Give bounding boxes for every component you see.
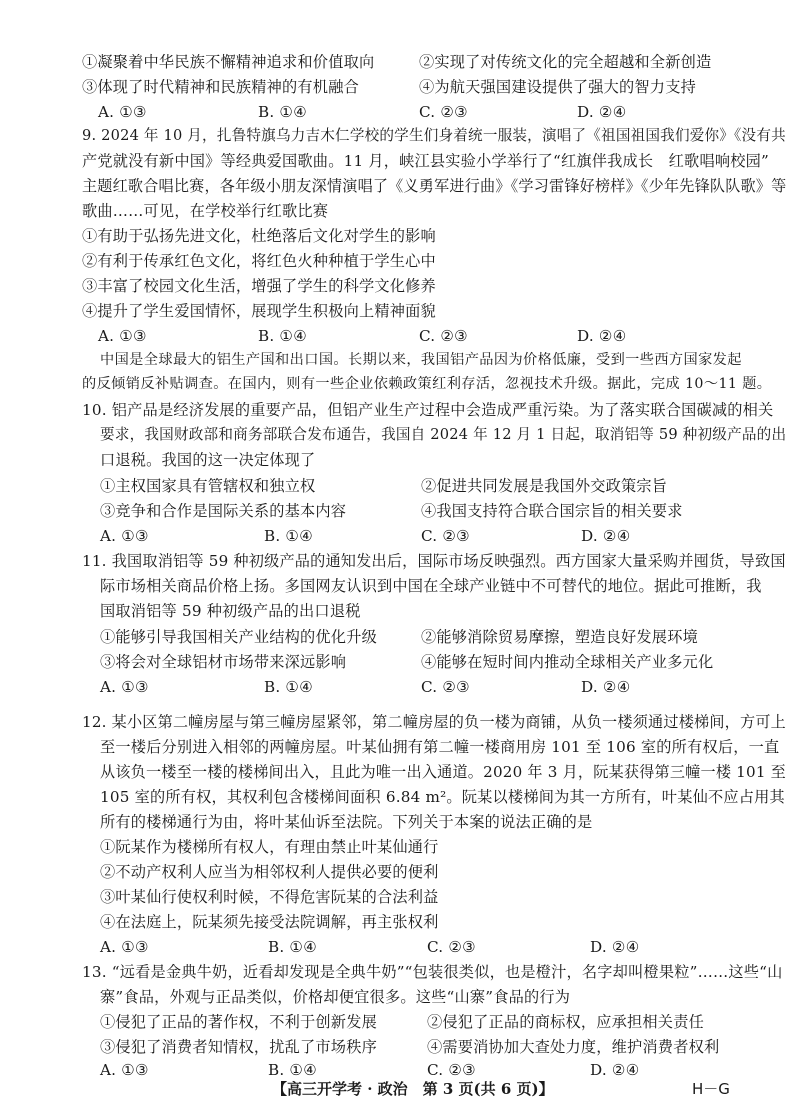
- q8-option-3: ③体现了时代精神和民族精神的有机融合: [82, 78, 359, 96]
- q12-option-2: ②不动产权利人应当为相邻权利人提供必要的便利: [100, 863, 439, 881]
- q9-stem-line: 产党就没有新中国》等经典爱国歌曲。11 月，峡江县实验小学举行了“红旗伴我成长 红歌唱响校园”: [82, 152, 769, 170]
- q13-choice-c: C. ②③: [427, 1061, 476, 1079]
- q9-option-4: ④提升了学生爱国情怀，展现学生积极向上精神面貌: [82, 302, 436, 320]
- q8-option-2: ②实现了对传统文化的完全超越和全新创造: [419, 53, 712, 71]
- q8-choice-b: B. ①④: [258, 103, 308, 121]
- q13-option-2: ②侵犯了正品的商标权，应承担相关责任: [427, 1013, 704, 1031]
- q11-choice-b: B. ①④: [264, 678, 314, 696]
- passage-line: 中国是全球最大的铝生产国和出口国。长期以来，我国铝产品因为价格低廉，受到一些西方国家发起: [100, 352, 742, 368]
- q11-stem-line: 国取消铝等 59 种初级产品的出口退税: [100, 602, 361, 620]
- q11-stem-line: 际市场相关商品价格上扬。多国网友认识到中国在全球产业链中不可替代的地位。据此可推断，我: [100, 577, 762, 595]
- q12-stem-line: 至一楼后分别进入相邻的两幢房屋。叶某仙拥有第二幢一楼商用房 101 至 106 室的所有权后，一直: [100, 738, 780, 756]
- q11-option-1: ①能够引导我国相关产业结构的优化升级: [100, 628, 377, 646]
- q10-choice-a: A. ①③: [100, 527, 149, 545]
- q8-choice-c: C. ②③: [419, 103, 468, 121]
- q8-option-4: ④为航天强国建设提供了强大的智力支持: [419, 78, 696, 96]
- q9-choice-b: B. ①④: [258, 327, 308, 345]
- q11-option-3: ③将会对全球铝材市场带来深远影响: [100, 653, 347, 671]
- q12-option-4: ④在法庭上，阮某须先接受法院调解，再主张权利: [100, 913, 439, 931]
- q9-stem-line: 9. 2024 年 10 月，扎鲁特旗乌力吉木仁学校的学生们身着统一服装，演唱了《祖国祖国我们爱你》《没有共: [82, 127, 786, 144]
- passage-line: 的反倾销反补贴调查。在国内，则有一些企业依赖政策红利存活，忽视技术升级。据此，完成 10～11 题。: [82, 376, 772, 392]
- q9-option-3: ③丰富了校园文化生活，增强了学生的科学文化修养: [82, 277, 436, 295]
- q13-stem-line: 13. “远看是金典牛奶，近看却发现是全典牛奶”“包装很类似，也是橙汁，名字却叫橙果粒”……这些“山: [82, 963, 783, 981]
- q12-choice-b: B. ①④: [268, 938, 318, 956]
- q12-choice-c: C. ②③: [427, 938, 476, 956]
- q11-stem-line: 11. 我国取消铝等 59 种初级产品的通知发出后，国际市场反映强烈。西方国家大量采购并囤货，导致国: [82, 552, 786, 570]
- q13-choice-d: D. ②④: [590, 1061, 640, 1079]
- q10-stem-line: 要求，我国财政部和商务部联合发布通告，我国自 2024 年 12 月 1 日起，取消铝等 59 种初级产品的出: [100, 426, 787, 443]
- q12-choice-a: A. ①③: [100, 938, 149, 956]
- q10-option-2: ②促进共同发展是我国外交政策宗旨: [421, 477, 668, 495]
- q12-choice-d: D. ②④: [590, 938, 640, 956]
- q9-choice-c: C. ②③: [419, 327, 468, 345]
- q13-stem-line: 寨”食品，外观与正品类似，价格却便宜很多。这些“山寨”食品的行为: [100, 988, 571, 1006]
- q9-choice-a: A. ①③: [98, 327, 147, 345]
- q13-choice-b: B. ①④: [268, 1061, 318, 1079]
- q8-option-1: ①凝聚着中华民族不懈精神追求和价值取向: [82, 53, 375, 71]
- q11-choice-d: D. ②④: [581, 678, 631, 696]
- q11-choice-a: A. ①③: [100, 678, 149, 696]
- q13-option-3: ③侵犯了消费者知情权，扰乱了市场秩序: [100, 1038, 377, 1056]
- q10-option-3: ③竞争和合作是国际关系的基本内容: [100, 502, 347, 520]
- q12-option-3: ③叶某仙行使权利时候，不得危害阮某的合法利益: [100, 888, 439, 906]
- q10-choice-d: D. ②④: [581, 527, 631, 545]
- q9-option-2: ②有利于传承红色文化，将红色火种种植于学生心中: [82, 252, 436, 270]
- q10-option-4: ④我国支持符合联合国宗旨的相关要求: [421, 502, 683, 520]
- q8-choice-a: A. ①③: [98, 103, 147, 121]
- q11-choice-c: C. ②③: [421, 678, 470, 696]
- q10-choice-c: C. ②③: [421, 527, 470, 545]
- q12-stem-line: 12. 某小区第二幢房屋与第三幢房屋紧邻，第二幢房屋的负一楼为商铺，从负一楼须通过楼梯间，方可上: [82, 713, 786, 731]
- q9-stem-line: 主题红歌合唱比赛，各年级小朋友深情演唱了《义勇军进行曲》《学习雷锋好榜样》《少年先锋队队歌》等: [82, 177, 787, 195]
- q10-choice-b: B. ①④: [264, 527, 314, 545]
- q10-stem-line: 10. 铝产品是经济发展的重要产品，但铝产业生产过程中会造成严重污染。为了落实联合国碳减的相关: [82, 401, 774, 419]
- q12-stem-line: 105 室的所有权，其权利包含楼梯间面积 6.84 m²。阮某以楼梯间为其一方所有，叶某仙不应占用其: [100, 788, 785, 806]
- q12-stem-line: 从该负一楼至一楼的楼梯间出入，且此为唯一出入通道。2020 年 3 月，阮某获得第三幢一楼 101 至: [100, 763, 786, 781]
- q9-stem-line: 歌曲……可见，在学校举行红歌比赛: [82, 202, 329, 220]
- q12-option-1: ①阮某作为楼梯所有权人，有理由禁止叶某仙通行: [100, 838, 439, 856]
- q10-stem-line: 口退税。我国的这一决定体现了: [100, 451, 316, 469]
- q13-option-1: ①侵犯了正品的著作权，不利于创新发展: [100, 1013, 377, 1031]
- q9-choice-d: D. ②④: [577, 327, 627, 345]
- paper-code: H－G: [692, 1080, 730, 1098]
- page-footer: 【高三开学考 · 政治 第 3 页(共 6 页)】: [272, 1080, 554, 1098]
- q13-choice-a: A. ①③: [100, 1061, 149, 1079]
- q8-choice-d: D. ②④: [577, 103, 627, 121]
- q13-option-4: ④需要消协加大查处力度，维护消费者权利: [427, 1038, 720, 1056]
- q9-option-1: ①有助于弘扬先进文化，杜绝落后文化对学生的影响: [82, 227, 436, 245]
- q10-option-1: ①主权国家具有管辖权和独立权: [100, 477, 316, 495]
- q12-stem-line: 所有的楼梯通行为由，将叶某仙诉至法院。下列关于本案的说法正确的是: [100, 813, 593, 831]
- q11-option-4: ④能够在短时间内推动全球相关产业多元化: [421, 653, 714, 671]
- q11-option-2: ②能够消除贸易摩擦，塑造良好发展环境: [421, 628, 698, 646]
